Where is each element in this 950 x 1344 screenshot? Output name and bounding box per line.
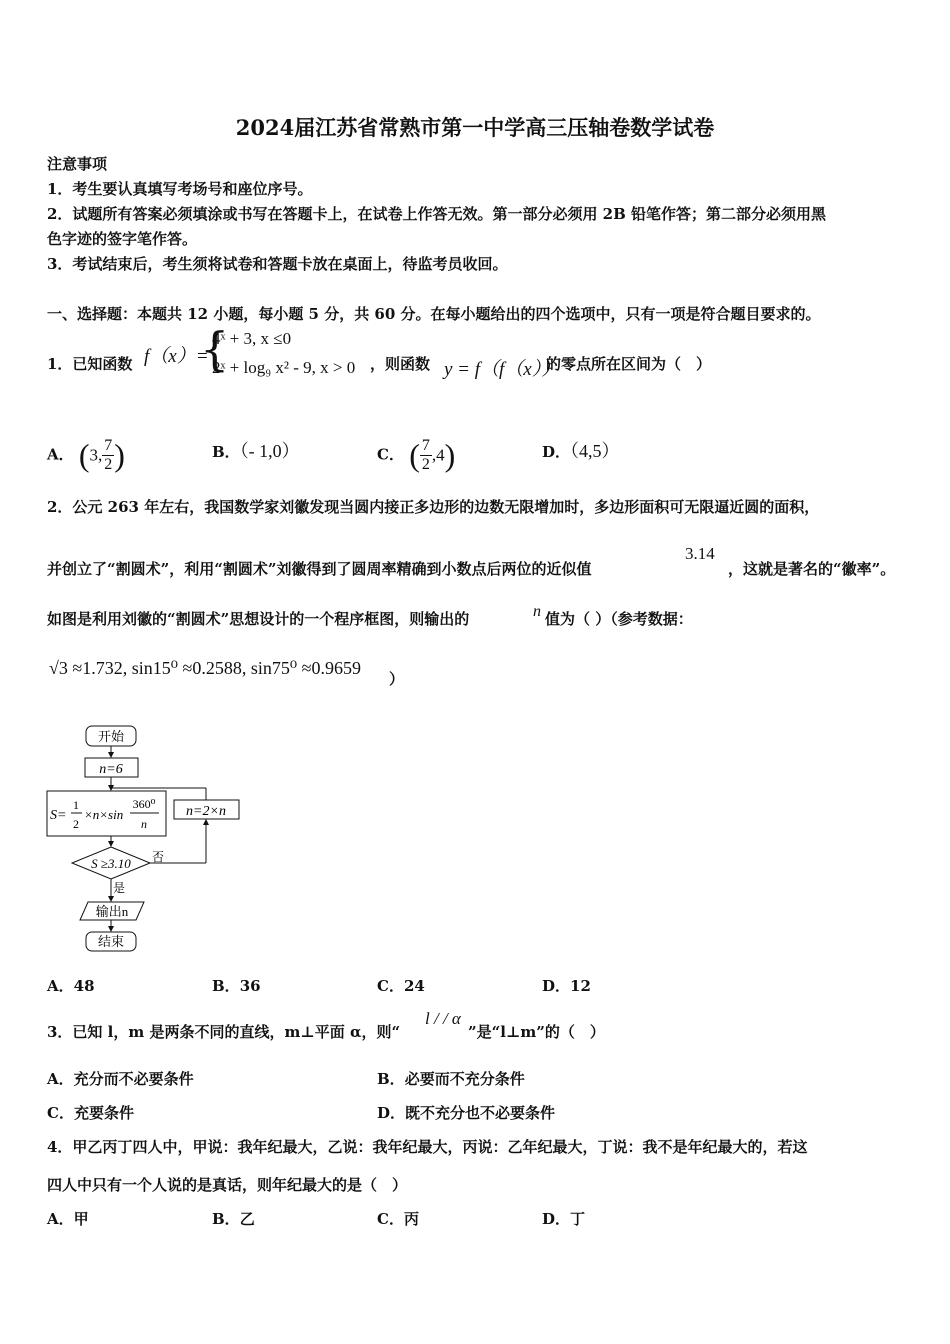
flow-init-text: n=6	[99, 762, 123, 777]
q4-line1: 4．甲乙丙丁四人中，甲说：我年纪最大，乙说：我年纪最大，丙说：乙年纪最大，丁说：我不是年纪最大的，若这	[47, 1138, 808, 1156]
option-a-first: 3,	[89, 445, 103, 465]
q2-var-n: n	[533, 603, 541, 620]
right-paren: )	[114, 437, 125, 473]
q2-option-c[interactable]	[377, 975, 425, 996]
q1-brace: {	[200, 322, 230, 376]
q2-line3a: 如图是利用刘徽的“割圆术”思想设计的一个程序框图，则输出的	[47, 610, 470, 628]
option-label: D．	[542, 1210, 571, 1228]
q1-option-d[interactable]	[542, 437, 620, 463]
q1-fx: f（x）=	[144, 346, 209, 367]
option-c-second: ,4	[431, 445, 445, 465]
flow-calc-mid: ×n×sin	[84, 807, 124, 822]
notice-heading: 注意事项	[47, 155, 108, 173]
option-text: （4,5）	[570, 441, 620, 461]
flowchart	[40, 718, 260, 958]
option-label: A．	[47, 1210, 74, 1228]
option-label: B．	[377, 1070, 405, 1088]
q3-option-d[interactable]	[377, 1102, 555, 1123]
option-label: B．	[212, 1210, 240, 1228]
option-label: C．	[377, 445, 404, 464]
flow-calc-half-num: 1	[73, 798, 79, 812]
q1-case2: 2ˣ + log₉ x² - 9, x > 0	[212, 358, 356, 377]
option-text: 乙	[239, 1210, 255, 1228]
q1-case1: 4ˣ + 3, x ≤0	[212, 329, 292, 348]
q1-yfunc: y = f（f（x））	[444, 359, 561, 380]
option-text: 必要而不充分条件	[404, 1070, 525, 1088]
option-text: 既不充分也不必要条件	[405, 1104, 556, 1122]
option-label: C．	[377, 1210, 404, 1228]
option-label: B．	[212, 977, 240, 995]
notice-item-3: 3．考试结束后，考生须将试卷和答题卡放在桌面上，待监考员收回。	[47, 255, 508, 273]
q1-option-b[interactable]	[212, 437, 300, 463]
frac-den: 2	[104, 456, 113, 473]
flow-update-text: n=2×n	[186, 804, 226, 819]
option-text: 甲	[73, 1210, 89, 1228]
flow-output-text: 输出n	[95, 904, 129, 919]
flow-start-text: 开始	[97, 729, 125, 744]
q3-option-a[interactable]	[47, 1068, 194, 1089]
option-text: （- 1,0）	[239, 441, 300, 461]
option-text: 12	[570, 977, 591, 995]
q2-option-a[interactable]	[47, 975, 95, 996]
option-text: 丙	[403, 1210, 419, 1228]
q4-option-b[interactable]	[212, 1208, 255, 1229]
q2-ref-data: √3 ≈1.732, sin15⁰ ≈0.2588, sin75⁰ ≈0.9659	[49, 658, 361, 678]
left-paren: (	[409, 437, 420, 473]
option-label: D．	[542, 443, 571, 461]
flow-calc-angle-den: n	[141, 817, 147, 831]
q2-line2a: 并创立了“割圆术”，利用“割圆术”刘徽得到了圆周率精确到小数点后两位的近似值	[47, 560, 592, 578]
option-text: 36	[239, 977, 261, 995]
q2-line2b: ，这就是著名的“徽率”。	[728, 560, 896, 578]
q3-option-b[interactable]	[377, 1068, 525, 1089]
notice-item-2-cont: 色字迹的签字笔作答。	[47, 230, 198, 248]
frac-den: 2	[421, 456, 430, 473]
flow-calc-s: S=	[50, 808, 67, 823]
q2-ref-close: ）	[389, 670, 405, 688]
q2-line3b: 值为（ ）（参考数据：	[545, 610, 693, 628]
q4-line2: 四人中只有一个人说的是真话，则年纪最大的是（ ）	[47, 1176, 408, 1194]
option-label: D．	[377, 1104, 406, 1122]
q1-middle: ，则函数	[370, 355, 431, 373]
option-label: A．	[47, 445, 74, 464]
q4-option-d[interactable]	[542, 1208, 585, 1229]
option-text: 充要条件	[73, 1104, 134, 1122]
q3-stem-b: ”是“l⊥m”的（ ）	[468, 1023, 605, 1041]
option-label: A．	[47, 1070, 74, 1088]
right-paren: )	[444, 437, 456, 473]
page-title: 2024届江苏省常熟市第一中学高三压轴卷数学试卷	[235, 115, 715, 140]
q4-option-a[interactable]	[47, 1208, 89, 1229]
q3-cond: l / / α	[425, 1009, 461, 1028]
section-heading: 一、选择题：本题共 12 小题，每小题 5 分，共 60 分。在每小题给出的四个选项中，只有一项是符合题目要求的。	[47, 305, 821, 323]
option-text: 24	[403, 977, 425, 995]
q2-pi-value: 3.14	[685, 544, 715, 563]
flow-calc-angle-num: 360⁰	[132, 797, 156, 811]
flow-yes-label: 是	[113, 881, 126, 895]
option-label: B．	[212, 443, 240, 461]
q1-option-c[interactable]	[377, 437, 455, 474]
flow-condition-text: S ≥3.10	[91, 856, 131, 871]
q2-line1: 2．公元 263 年左右，我国数学家刘徽发现当圆内接正多边形的边数无限增加时，多边形面积可无限逼近圆的面积，	[47, 498, 820, 516]
flow-end-text: 结束	[97, 934, 125, 949]
option-text: 48	[73, 977, 95, 995]
q3-option-c[interactable]	[47, 1102, 134, 1123]
option-text: 丁	[570, 1210, 586, 1228]
q1-suffix: 的零点所在区间为（ ）	[546, 355, 712, 373]
option-label: A．	[47, 977, 74, 995]
q1-option-a[interactable]	[47, 437, 125, 474]
option-label: C．	[377, 977, 404, 995]
flow-calc-half-den: 2	[73, 817, 79, 831]
option-text: 充分而不必要条件	[73, 1070, 194, 1088]
notice-item-1: 1．考生要认真填写考场号和座位序号。	[47, 180, 313, 198]
q4-option-c[interactable]	[377, 1208, 419, 1229]
frac-num: 7	[104, 437, 113, 454]
q3-stem-a: 3．已知 l，m 是两条不同的直线，m⊥平面 α，则“	[47, 1023, 401, 1041]
notice-item-2: 2．试题所有答案必须填涂或书写在答题卡上，在试卷上作答无效。第一部分必须用 2B 铅笔作答；第二部分必须用黑	[47, 205, 827, 223]
left-paren: (	[78, 437, 90, 473]
option-label: C．	[47, 1104, 74, 1122]
option-label: D．	[542, 977, 571, 995]
q1-prefix: 1．已知函数	[47, 355, 133, 373]
q2-option-b[interactable]	[212, 975, 261, 996]
flow-no-label: 否	[152, 850, 165, 864]
q2-option-d[interactable]	[542, 975, 591, 996]
frac-num: 7	[421, 437, 430, 454]
